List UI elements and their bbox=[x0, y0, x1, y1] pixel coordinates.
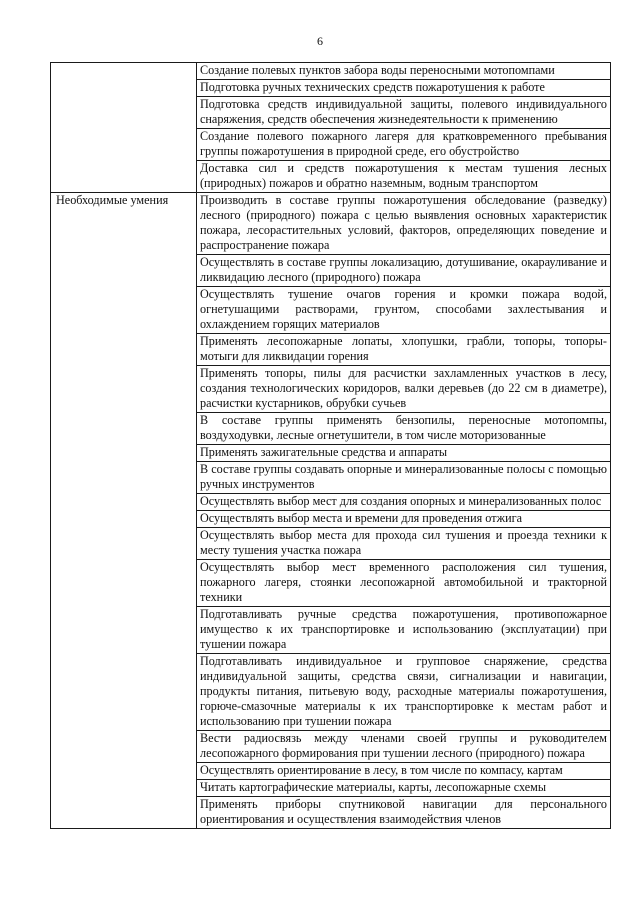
requirement-text: Осуществлять выбор мест для создания опорных и минерализованных полос bbox=[197, 494, 611, 511]
requirement-text: Осуществлять тушение очагов горения и кромки пожара водой, огнетушащими растворами, грунтом, способами захлестывания и охлаждением горящих материалов bbox=[197, 287, 611, 334]
requirement-text: Подготовка ручных технических средств пожаротушения к работе bbox=[197, 80, 611, 97]
requirement-text: В составе группы применять бензопилы, переносные мотопомпы, воздуходувки, лесные огнетушители, в том числе моторизованные bbox=[197, 413, 611, 445]
requirement-text: Применять приборы спутниковой навигации для персонального ориентирования и осуществления взаимодействия членов bbox=[197, 797, 611, 829]
requirement-text: Подготавливать индивидуальное и групповое снаряжение, средства индивидуальной защиты, средства связи, сигнализации и навигации, продукты питания, питьевую воду, расходные материалы пожаротушения, горюче-смазочные материалы к их транспортировке к местам работ и использованию при тушении пожара bbox=[197, 654, 611, 731]
requirement-text: Осуществлять выбор места и времени для проведения отжига bbox=[197, 511, 611, 528]
requirement-text: Подготавливать ручные средства пожаротушения, противопожарное имущество к их транспортировке и использованию (эксплуатации) при тушении пожара bbox=[197, 607, 611, 654]
requirement-text: В составе группы создавать опорные и минерализованные полосы с помощью ручных инструментов bbox=[197, 462, 611, 494]
requirements-table bbox=[50, 62, 611, 829]
requirement-text: Производить в составе группы пожаротушения обследование (разведку) лесного (природного) пожара с целью выявления основных характеристик пожара, лесорастительных условий, факторов, определяющих поведение и распространение пожара bbox=[197, 193, 611, 255]
table-row bbox=[51, 193, 611, 255]
requirement-text: Применять лесопожарные лопаты, хлопушки, грабли, топоры, топоры-мотыги для ликвидации горения bbox=[197, 334, 611, 366]
table-row bbox=[51, 63, 611, 80]
requirement-text: Осуществлять выбор мест временного расположения сил тушения, пожарного лагеря, стоянки лесопожарной автомобильной и тракторной техники bbox=[197, 560, 611, 607]
requirement-text: Вести радиосвязь между членами своей группы и руководителем лесопожарного формирования при тушении лесного (природного) пожара bbox=[197, 731, 611, 763]
requirement-text: Подготовка средств индивидуальной защиты, полевого индивидуального снаряжения, средств обеспечения жизнедеятельности к применению bbox=[197, 97, 611, 129]
group-label: Необходимые умения bbox=[56, 193, 169, 207]
requirement-text: Применять топоры, пилы для расчистки захламленных участков в лесу, создания технологических коридоров, валки деревьев (до 22 см в диаметре), расчистки кустарников, обрубки сучьев bbox=[197, 366, 611, 413]
requirement-text: Осуществлять выбор места для прохода сил тушения и проезда техники к месту тушения участка пожара bbox=[197, 528, 611, 560]
requirements-table-body bbox=[51, 63, 611, 829]
requirement-text: Читать картографические материалы, карты, лесопожарные схемы bbox=[197, 780, 611, 797]
requirement-text: Применять зажигательные средства и аппараты bbox=[197, 445, 611, 462]
requirement-text: Осуществлять в составе группы локализацию, дотушивание, окарауливание и ликвидацию лесного (природного) пожара bbox=[197, 255, 611, 287]
requirement-text: Осуществлять ориентирование в лесу, в том числе по компасу, картам bbox=[197, 763, 611, 780]
requirement-text: Создание полевых пунктов забора воды переносными мотопомпами bbox=[197, 63, 611, 80]
requirement-text: Доставка сил и средств пожаротушения к местам тушения лесных (природных) пожаров и обратно наземным, водным транспортом bbox=[197, 161, 611, 193]
group-label-cell bbox=[51, 193, 197, 829]
requirement-text: Создание полевого пожарного лагеря для кратковременного пребывания группы пожаротушения в природной среде, его обустройство bbox=[197, 129, 611, 161]
page-number: 6 bbox=[317, 34, 323, 48]
group-label-cell bbox=[51, 63, 197, 193]
